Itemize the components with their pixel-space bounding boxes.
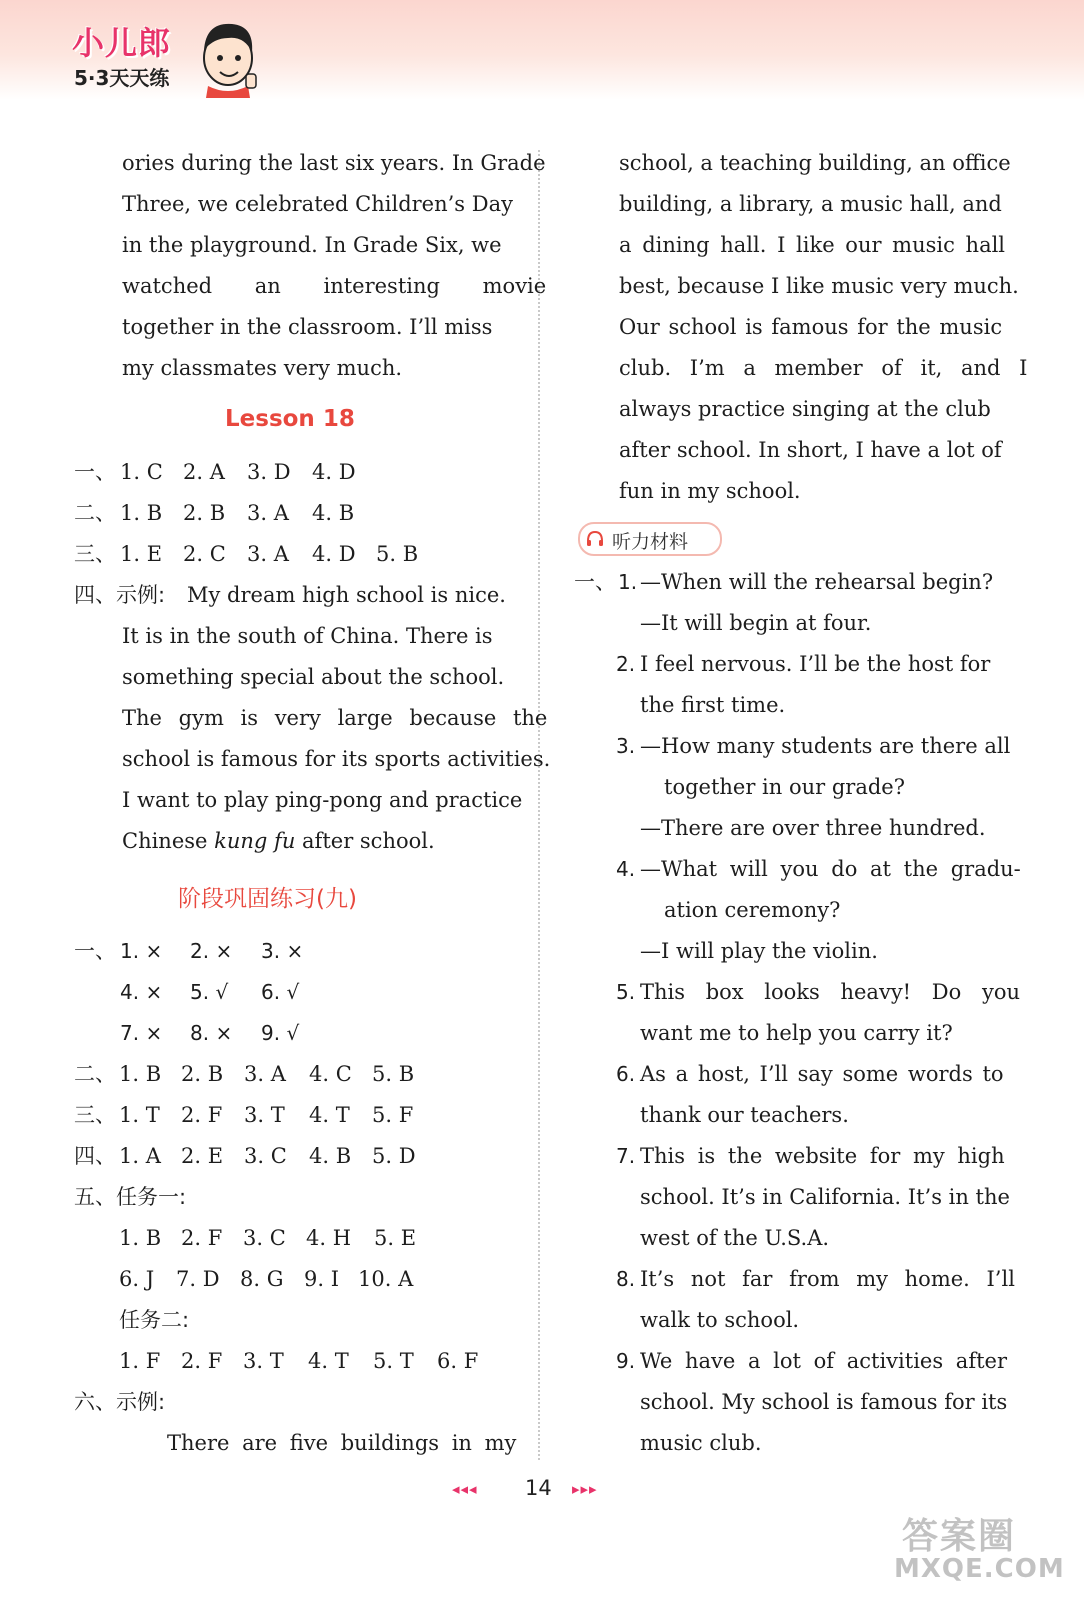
answer-item: 2. A — [183, 460, 225, 484]
text-line: want me to help you carry it? — [640, 1021, 953, 1045]
answer-item: 8. G — [240, 1267, 284, 1291]
answer-item: 1. F — [119, 1349, 161, 1373]
text-line: I feel nervous. I’ll be the host for — [640, 652, 991, 676]
text-line: something special about the school. — [122, 665, 505, 689]
answer-item: 5. E — [374, 1226, 417, 1250]
text-line: It is in the south of China. There is — [122, 624, 493, 648]
text-line: As a host, I’ll say some words to — [640, 1062, 1004, 1086]
task2-label: 任务二: — [119, 1308, 190, 1332]
text-line: This box looks heavy! Do you — [640, 980, 1020, 1004]
text-line: school. My school is famous for its — [640, 1390, 1008, 1414]
answer-item: 2. F — [181, 1226, 223, 1250]
headphones-icon — [586, 530, 604, 548]
answer-item: 1. A — [119, 1144, 161, 1168]
task1-label: 任务一: — [116, 1185, 187, 1209]
text-line: I want to play ping-pong and practice — [122, 788, 523, 812]
text-line: together in our grade? — [664, 775, 905, 799]
item-number: 5. — [616, 980, 636, 1004]
text-line: music club. — [640, 1431, 762, 1455]
brand-logo — [62, 14, 252, 94]
answer-item: 2. C — [183, 542, 226, 566]
sample-prefix: 示例: — [116, 583, 166, 607]
watermark-bottom: MXQE.COM — [894, 1554, 1065, 1584]
text-line: the first time. — [640, 693, 786, 717]
section-mark: 三、 — [74, 1103, 116, 1127]
brand-name: 小儿郎 — [72, 24, 172, 62]
answer-item: 5. T — [373, 1349, 414, 1373]
answer-item: 4. H — [306, 1226, 352, 1250]
answer-item: 1. T — [119, 1103, 160, 1127]
text-line: Three, we celebrated Children’s Day — [122, 192, 513, 216]
text-line: a dining hall. I like our music hall — [619, 233, 1006, 257]
listening-tag — [578, 522, 722, 556]
text-line: There are five buildings in my — [167, 1431, 517, 1455]
answer-item: 9. √ — [261, 1021, 300, 1045]
text-line: My dream high school is nice. — [187, 583, 506, 607]
item-number: 9. — [616, 1349, 636, 1373]
text-line: club. I’m a member of it, and I — [619, 356, 1028, 380]
answer-item: 5. F — [372, 1103, 414, 1127]
listening-tag-label: 听力材料 — [612, 531, 689, 553]
answer-item: 4. D — [312, 542, 356, 566]
watermark-top: 答案圈 — [902, 1516, 1017, 1557]
item-number: 2. — [616, 652, 636, 676]
text-line: fun in my school. — [619, 479, 801, 503]
answer-item: 1. × — [120, 939, 163, 963]
section-mark: 一、 — [74, 939, 116, 963]
answer-item: 2. F — [181, 1103, 223, 1127]
answer-item: 5. B — [376, 542, 419, 566]
section-mark: 一、 — [574, 570, 616, 594]
text-line: Chinese kung fu after school. — [122, 829, 435, 853]
answer-item: 1. E — [120, 542, 163, 566]
page-footer — [0, 1476, 1084, 1506]
text-line: my classmates very much. — [122, 356, 403, 380]
item-number: 6. — [616, 1062, 636, 1086]
answer-item: 7. D — [176, 1267, 220, 1291]
answer-item: 4. T — [309, 1103, 350, 1127]
text-line: The gym is very large because the — [122, 706, 548, 730]
answer-item: 1. C — [120, 460, 163, 484]
text-line: best, because I like music very much. — [619, 274, 1019, 298]
answer-item: 2. B — [183, 501, 226, 525]
item-number: 4. — [616, 857, 636, 881]
answer-item: 5. B — [372, 1062, 415, 1086]
text-line: Our school is famous for the music — [619, 315, 1003, 339]
text-line: thank our teachers. — [640, 1103, 849, 1127]
text-line: ories during the last six years. In Grade — [122, 151, 546, 175]
answer-item: 3. C — [243, 1226, 286, 1250]
text-line: school. It’s in California. It’s in the — [640, 1185, 1010, 1209]
text-line: ation ceremony? — [664, 898, 841, 922]
text-line: —I will play the violin. — [640, 939, 878, 963]
italic-term: kung fu — [214, 829, 296, 853]
answer-item: 2. E — [181, 1144, 224, 1168]
answer-item: 3. T — [244, 1103, 285, 1127]
answer-item: 3. × — [261, 939, 304, 963]
answer-item: 4. D — [312, 460, 356, 484]
section-mark: 三、 — [74, 542, 116, 566]
answer-item: 4. × — [120, 980, 163, 1004]
text-line: watched an interesting movie — [122, 274, 547, 298]
answer-row — [74, 500, 116, 526]
sample-label: 示例: — [116, 1390, 166, 1414]
answer-item: 4. T — [308, 1349, 349, 1373]
answer-row — [74, 459, 116, 485]
item-number: 1. — [618, 570, 638, 594]
text-line: —How many students are there all — [640, 734, 1011, 758]
item-number: 7. — [616, 1144, 636, 1168]
column-divider — [538, 150, 540, 1460]
mascot-boy-icon — [188, 14, 268, 98]
answer-item: 3. D — [247, 460, 291, 484]
section-mark: 六、示例: — [74, 1390, 166, 1414]
text-line: together in the classroom. I’ll miss — [122, 315, 493, 339]
answer-item: 2. F — [181, 1349, 223, 1373]
text-line: —When will the rehearsal begin? — [640, 570, 994, 594]
section-mark: 四、 — [74, 1144, 116, 1168]
text-line: in the playground. In Grade Six, we — [122, 233, 502, 257]
text-line: always practice singing at the club — [619, 397, 991, 421]
section-mark: 一、 — [74, 460, 116, 484]
page-number: 14 — [525, 1476, 552, 1500]
answer-item: 8. × — [190, 1021, 233, 1045]
answer-item: 6. F — [437, 1349, 479, 1373]
answer-item: 1. B — [119, 1062, 162, 1086]
brand-subtitle: 5·3天天练 — [74, 66, 170, 90]
answer-item: 4. B — [312, 501, 355, 525]
text-line: This is the website for my high — [640, 1144, 1005, 1168]
text-line: after school. In short, I have a lot of — [619, 438, 1002, 462]
text-line: school is famous for its sports activities. — [122, 747, 551, 771]
answer-item: 1. B — [119, 1226, 162, 1250]
answer-item: 10. A — [358, 1267, 414, 1291]
answer-item: 1. B — [120, 501, 163, 525]
answer-item: 6. J — [119, 1267, 155, 1291]
text-line: It’s not far from my home. I’ll — [640, 1267, 1015, 1291]
text-line: school, a teaching building, an office — [619, 151, 1011, 175]
text-line: —It will begin at four. — [640, 611, 872, 635]
answer-item: 9. I — [304, 1267, 340, 1291]
item-number: 3. — [616, 734, 636, 758]
answer-item: 3. C — [244, 1144, 287, 1168]
text-line: —There are over three hundred. — [640, 816, 986, 840]
left-arrows-icon: ◂◂◂ — [452, 1480, 478, 1498]
section-mark: 二、 — [74, 1062, 116, 1086]
answer-item: 6. √ — [261, 980, 300, 1004]
item-number: 8. — [616, 1267, 636, 1291]
text-line: building, a library, a music hall, and — [619, 192, 1002, 216]
answer-item: 3. A — [247, 542, 289, 566]
right-arrows-icon: ▸▸▸ — [572, 1480, 598, 1498]
answer-item: 5. √ — [190, 980, 229, 1004]
review-title: 阶段巩固练习(九) — [178, 886, 357, 912]
answer-item: 7. × — [120, 1021, 163, 1045]
section-mark: 二、 — [74, 501, 116, 525]
answer-item: 2. B — [181, 1062, 224, 1086]
text-line: —What will you do at the gradu- — [640, 857, 1021, 881]
answer-item: 4. B — [309, 1144, 352, 1168]
answer-item: 2. × — [190, 939, 233, 963]
answer-item: 3. A — [247, 501, 289, 525]
answer-item: 4. C — [309, 1062, 352, 1086]
answer-item: 3. A — [244, 1062, 286, 1086]
section-mark: 四、示例: — [74, 583, 166, 607]
lesson-title: Lesson 18 — [225, 406, 355, 432]
answer-row — [74, 541, 116, 567]
text-line: walk to school. — [640, 1308, 800, 1332]
site-watermark — [894, 1508, 1064, 1592]
answer-item: 5. D — [372, 1144, 416, 1168]
section-mark: 五、任务一: — [74, 1185, 187, 1209]
answer-item: 3. T — [243, 1349, 284, 1373]
text-line: We have a lot of activities after — [640, 1349, 1007, 1373]
text-line: west of the U.S.A. — [640, 1226, 830, 1250]
